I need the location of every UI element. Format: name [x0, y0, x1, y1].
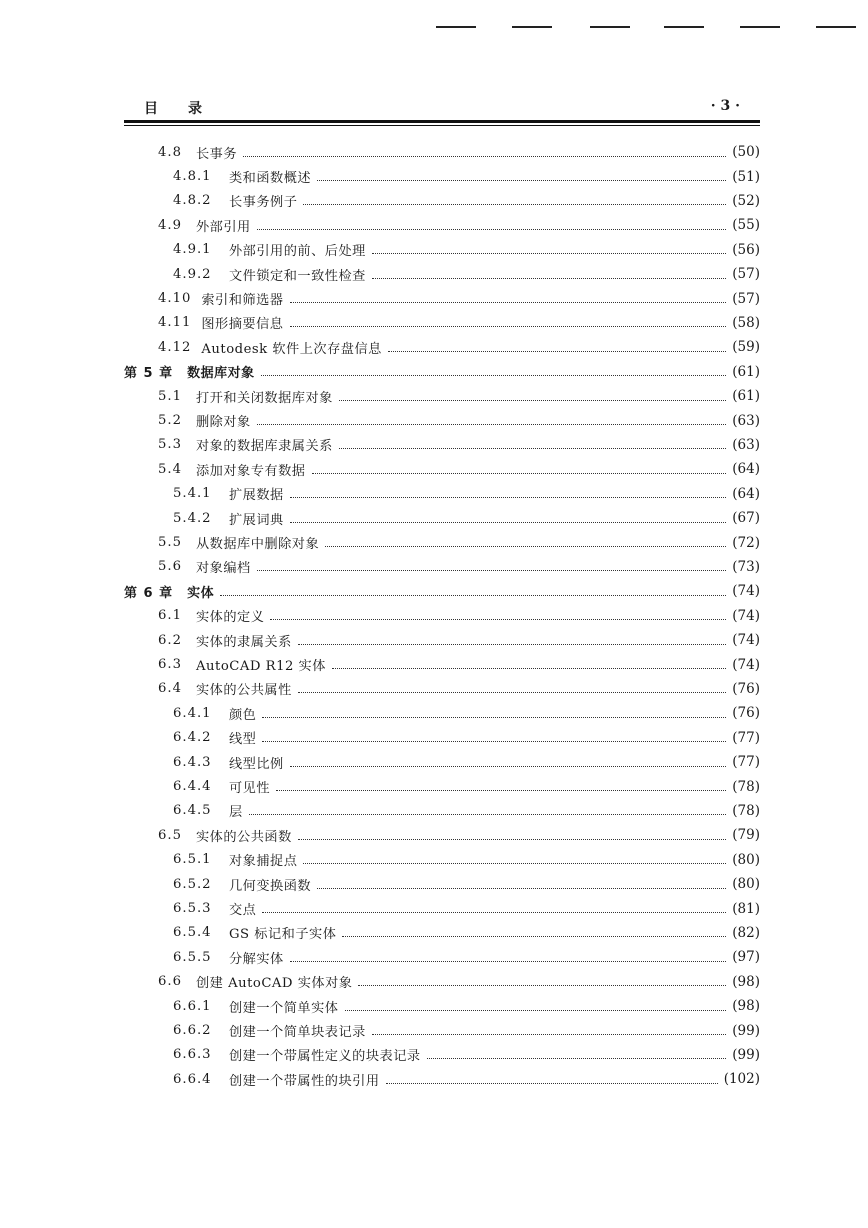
toc-entry-page: (74) [732, 583, 760, 600]
toc-entry-number: 6.4.3 [173, 754, 212, 770]
toc-leader-dots [290, 522, 727, 523]
toc-leader-dots [342, 936, 726, 937]
toc-leader-dots [303, 863, 726, 864]
toc-entry-title: 扩展词典 [229, 512, 284, 528]
toc-entry-number: 6.6.4 [173, 1071, 212, 1087]
toc-entry-number: 6.1 [158, 608, 182, 624]
toc-entry [173, 774, 760, 798]
toc-leader-dots [261, 375, 727, 376]
toc-entry [124, 360, 760, 384]
toc-entry-title: 外部引用的前、后处理 [229, 244, 366, 260]
toc-entry [173, 945, 760, 969]
toc-entry-title: 数据库对象 [187, 366, 255, 382]
toc-entry [173, 1018, 760, 1042]
toc-leader-dots [317, 888, 726, 889]
toc-entry [173, 750, 760, 774]
toc-entry [173, 726, 760, 750]
toc-leader-dots [427, 1058, 727, 1059]
toc-leader-dots [290, 961, 727, 962]
toc-entry-number: 4.10 [158, 291, 192, 307]
toc-entry [173, 506, 760, 530]
toc-leader-dots [345, 1010, 727, 1011]
toc-entry-page: (50) [732, 144, 760, 161]
toc-entry [158, 335, 760, 359]
toc-entry-page: (80) [732, 851, 760, 868]
toc-entry [158, 628, 760, 652]
toc-leader-dots [372, 1034, 726, 1035]
toc-entry [158, 970, 760, 994]
header-title-char-2: 录 [188, 101, 202, 117]
toc-entry-page: (56) [732, 241, 760, 258]
toc-leader-dots [262, 741, 726, 742]
toc-entry-title: Autodesk 软件上次存盘信息 [201, 341, 382, 357]
toc-entry-number: 5.2 [158, 413, 182, 429]
toc-entry-number: 5.3 [158, 437, 182, 453]
toc-entry-title: 对象编档 [196, 561, 251, 577]
toc-entry [158, 823, 760, 847]
toc-leader-dots [372, 253, 726, 254]
toc-entry-title: 创建一个简单块表记录 [229, 1025, 366, 1041]
toc-entry-title: 添加对象专有数据 [196, 463, 306, 479]
toc-entry-page: (80) [732, 876, 760, 893]
toc-entry-number: 4.9.2 [173, 266, 212, 282]
toc-entry-page: (67) [732, 510, 760, 527]
toc-leader-dots [339, 400, 726, 401]
toc-entry-number: 6.4.1 [173, 705, 212, 721]
toc-entry-page: (57) [732, 290, 760, 307]
toc-entry-number: 6.3 [158, 657, 182, 673]
toc-entry [173, 189, 760, 213]
toc-entry-title: 实体的隶属关系 [196, 634, 292, 650]
toc-entry-number: 6.6.1 [173, 998, 212, 1014]
toc-entry [158, 213, 760, 237]
toc-leader-dots [388, 351, 726, 352]
toc-entry-page: (77) [732, 729, 760, 746]
toc-entry [158, 433, 760, 457]
toc-entry-number: 5.4 [158, 461, 182, 477]
toc-entry [124, 579, 760, 603]
toc-leader-dots [257, 570, 727, 571]
toc-entry-title: 实体的定义 [196, 610, 265, 626]
toc-entry-number: 5.1 [158, 388, 182, 404]
toc-entry-page: (59) [732, 339, 760, 356]
toc-leader-dots [276, 790, 726, 791]
toc-entry-title: 颜色 [229, 707, 257, 723]
toc-entry [158, 384, 760, 408]
toc-entry-number: 5.6 [158, 559, 182, 575]
toc-entry-number: 6.2 [158, 632, 182, 648]
toc-entry-number: 6.6.2 [173, 1023, 212, 1039]
toc-entry-page: (77) [732, 754, 760, 771]
toc-leader-dots [325, 546, 726, 547]
toc-entry [173, 872, 760, 896]
toc-leader-dots [220, 595, 726, 596]
toc-entry [173, 701, 760, 725]
toc-entry-title: 几何变换函数 [229, 878, 312, 894]
toc-entry-page: (98) [732, 973, 760, 990]
toc-entry-number: 5.5 [158, 535, 182, 551]
toc-entry-page: (78) [732, 778, 760, 795]
toc-entry-page: (63) [732, 412, 760, 429]
toc-entry-title: 扩展数据 [229, 488, 284, 504]
toc-entry [158, 530, 760, 554]
toc-leader-dots [339, 448, 726, 449]
toc-entry-page: (97) [732, 949, 760, 966]
toc-entry-number: 4.12 [158, 339, 192, 355]
toc-leader-dots [317, 180, 726, 181]
toc-entry-number: 6.4 [158, 681, 182, 697]
toc-entry-number: 6.4.2 [173, 730, 212, 746]
toc-entry-page: (99) [732, 1046, 760, 1063]
toc-entry-number: 6.5 [158, 827, 182, 843]
toc-entry-number: 5.4.2 [173, 510, 212, 526]
toc-leader-dots [312, 473, 727, 474]
toc-entry [173, 994, 760, 1018]
toc-entry-title: 对象的数据库隶属关系 [196, 439, 333, 455]
toc-entry-title: 交点 [229, 903, 257, 919]
toc-entry-title: 创建一个带属性的块引用 [229, 1073, 380, 1089]
toc-entry [173, 921, 760, 945]
toc-leader-dots [249, 814, 727, 815]
toc-entry [158, 408, 760, 432]
toc-entry-title: 层 [229, 805, 243, 821]
toc-leader-dots [243, 156, 726, 157]
toc-entry-number: 5.4.1 [173, 486, 212, 502]
header-title [144, 98, 202, 118]
toc-entry-number: 4.8 [158, 144, 182, 160]
toc-entry-title: 创建一个带属性定义的块表记录 [229, 1049, 421, 1065]
toc-entry-page: (64) [732, 485, 760, 502]
toc-entry-title: 创建一个简单实体 [229, 1000, 339, 1016]
toc-entry-number: 4.11 [158, 315, 192, 331]
toc-leader-dots [262, 912, 726, 913]
toc-entry-title: 线型 [229, 732, 257, 748]
toc-entry-title: GS 标记和子实体 [229, 927, 337, 943]
page-header [124, 98, 760, 120]
header-rule-thick [124, 120, 760, 123]
toc-entry-title: 实体的公共属性 [196, 683, 292, 699]
toc-entry-number: 4.9.1 [173, 242, 212, 258]
toc-leader-dots [298, 839, 726, 840]
toc-entry-page: (98) [732, 998, 760, 1015]
toc-entry-title: 文件锁定和一致性检查 [229, 268, 366, 284]
top-scan-dashes [0, 26, 868, 30]
toc-entry-title: AutoCAD R12 实体 [196, 659, 326, 675]
toc-entry-number: 6.6 [158, 974, 182, 990]
toc-entry-number: 6.5.5 [173, 949, 212, 965]
toc-entry-title: 删除对象 [196, 415, 251, 431]
toc-leader-dots [372, 278, 726, 279]
toc-entry [158, 677, 760, 701]
header-rule-thin [124, 125, 760, 126]
toc-entry-title: 图形摘要信息 [201, 317, 284, 333]
toc-entry-page: (52) [732, 192, 760, 209]
toc-entry-title: 实体 [187, 585, 215, 601]
toc-entry [173, 1043, 760, 1067]
toc-entry-number: 第 5 章 [124, 366, 174, 382]
toc-entry-number: 6.4.5 [173, 803, 212, 819]
toc-entry-number: 6.6.3 [173, 1047, 212, 1063]
toc-entry-number: 6.5.4 [173, 925, 212, 941]
toc-entry-page: (102) [723, 1071, 760, 1088]
toc-entry-number: 第 6 章 [124, 585, 174, 601]
toc-entry-page: (99) [732, 1022, 760, 1039]
toc-entry-page: (78) [732, 802, 760, 819]
toc-entry [173, 238, 760, 262]
toc-leader-dots [290, 326, 727, 327]
toc-entry [158, 652, 760, 676]
toc-entry-number: 6.5.3 [173, 901, 212, 917]
toc-entry [158, 140, 760, 164]
toc-entry-number: 6.5.2 [173, 876, 212, 892]
toc-entry-page: (61) [732, 388, 760, 405]
toc-entry-title: 对象捕捉点 [229, 854, 298, 870]
toc-entry-page: (72) [732, 534, 760, 551]
toc-entry-number: 4.8.2 [173, 193, 212, 209]
toc-entry-title: 外部引用 [196, 219, 251, 235]
toc-leader-dots [298, 692, 726, 693]
toc-entry-number: 6.4.4 [173, 779, 212, 795]
toc-entry [173, 848, 760, 872]
toc-entry-page: (55) [732, 217, 760, 234]
toc-entry [173, 799, 760, 823]
toc-entry-page: (58) [732, 314, 760, 331]
toc-entry-title: 打开和关闭数据库对象 [196, 390, 333, 406]
header-page-number: · 3 · [710, 98, 740, 114]
toc-entry [173, 896, 760, 920]
toc-entry-title: 长事务 [196, 146, 238, 162]
toc-entry-page: (73) [732, 558, 760, 575]
toc-leader-dots [270, 619, 726, 620]
toc-leader-dots [257, 424, 727, 425]
toc-entry-page: (74) [732, 607, 760, 624]
toc-entry-page: (76) [732, 680, 760, 697]
toc-entry-number: 4.9 [158, 217, 182, 233]
toc-entry [173, 262, 760, 286]
toc-entry [158, 555, 760, 579]
toc-entry [158, 311, 760, 335]
toc-entry-page: (79) [732, 827, 760, 844]
toc-entry-title: 创建 AutoCAD 实体对象 [196, 976, 353, 992]
toc-entry-page: (63) [732, 436, 760, 453]
toc-leader-dots [262, 717, 726, 718]
toc-leader-dots [257, 229, 727, 230]
toc-leader-dots [358, 985, 726, 986]
toc-entry-title: 类和函数概述 [229, 171, 312, 187]
toc-entry-page: (74) [732, 656, 760, 673]
toc-leader-dots [290, 766, 727, 767]
toc-entry-number: 6.5.1 [173, 852, 212, 868]
toc-entry-page: (51) [732, 168, 760, 185]
toc-leader-dots [332, 668, 726, 669]
toc-entry-title: 索引和筛选器 [201, 293, 284, 309]
toc-entry [158, 457, 760, 481]
toc-entry [173, 1067, 760, 1091]
toc-entry-title: 从数据库中删除对象 [196, 537, 320, 553]
toc-leader-dots [290, 497, 727, 498]
toc-entry [158, 604, 760, 628]
toc-entry-title: 分解实体 [229, 951, 284, 967]
toc-entry-page: (57) [732, 266, 760, 283]
toc-entry-page: (81) [732, 900, 760, 917]
toc-entry-page: (76) [732, 705, 760, 722]
toc-entry-title: 可见性 [229, 781, 271, 797]
toc-entry-number: 4.8.1 [173, 169, 212, 185]
toc-entry [173, 164, 760, 188]
toc-entry-page: (61) [732, 363, 760, 380]
toc-entry-title: 线型比例 [229, 756, 284, 772]
toc-entry-page: (82) [732, 924, 760, 941]
toc-leader-dots [298, 644, 726, 645]
toc-entry-title: 实体的公共函数 [196, 829, 292, 845]
toc-leader-dots [303, 204, 726, 205]
toc-leader-dots [386, 1083, 718, 1084]
toc-leader-dots [290, 302, 727, 303]
toc-entry [158, 286, 760, 310]
toc-entry-page: (64) [732, 461, 760, 478]
toc-entry-page: (74) [732, 632, 760, 649]
header-title-char-1: 目 [144, 101, 158, 117]
toc-entry-title: 长事务例子 [229, 195, 298, 211]
toc-entry [173, 482, 760, 506]
